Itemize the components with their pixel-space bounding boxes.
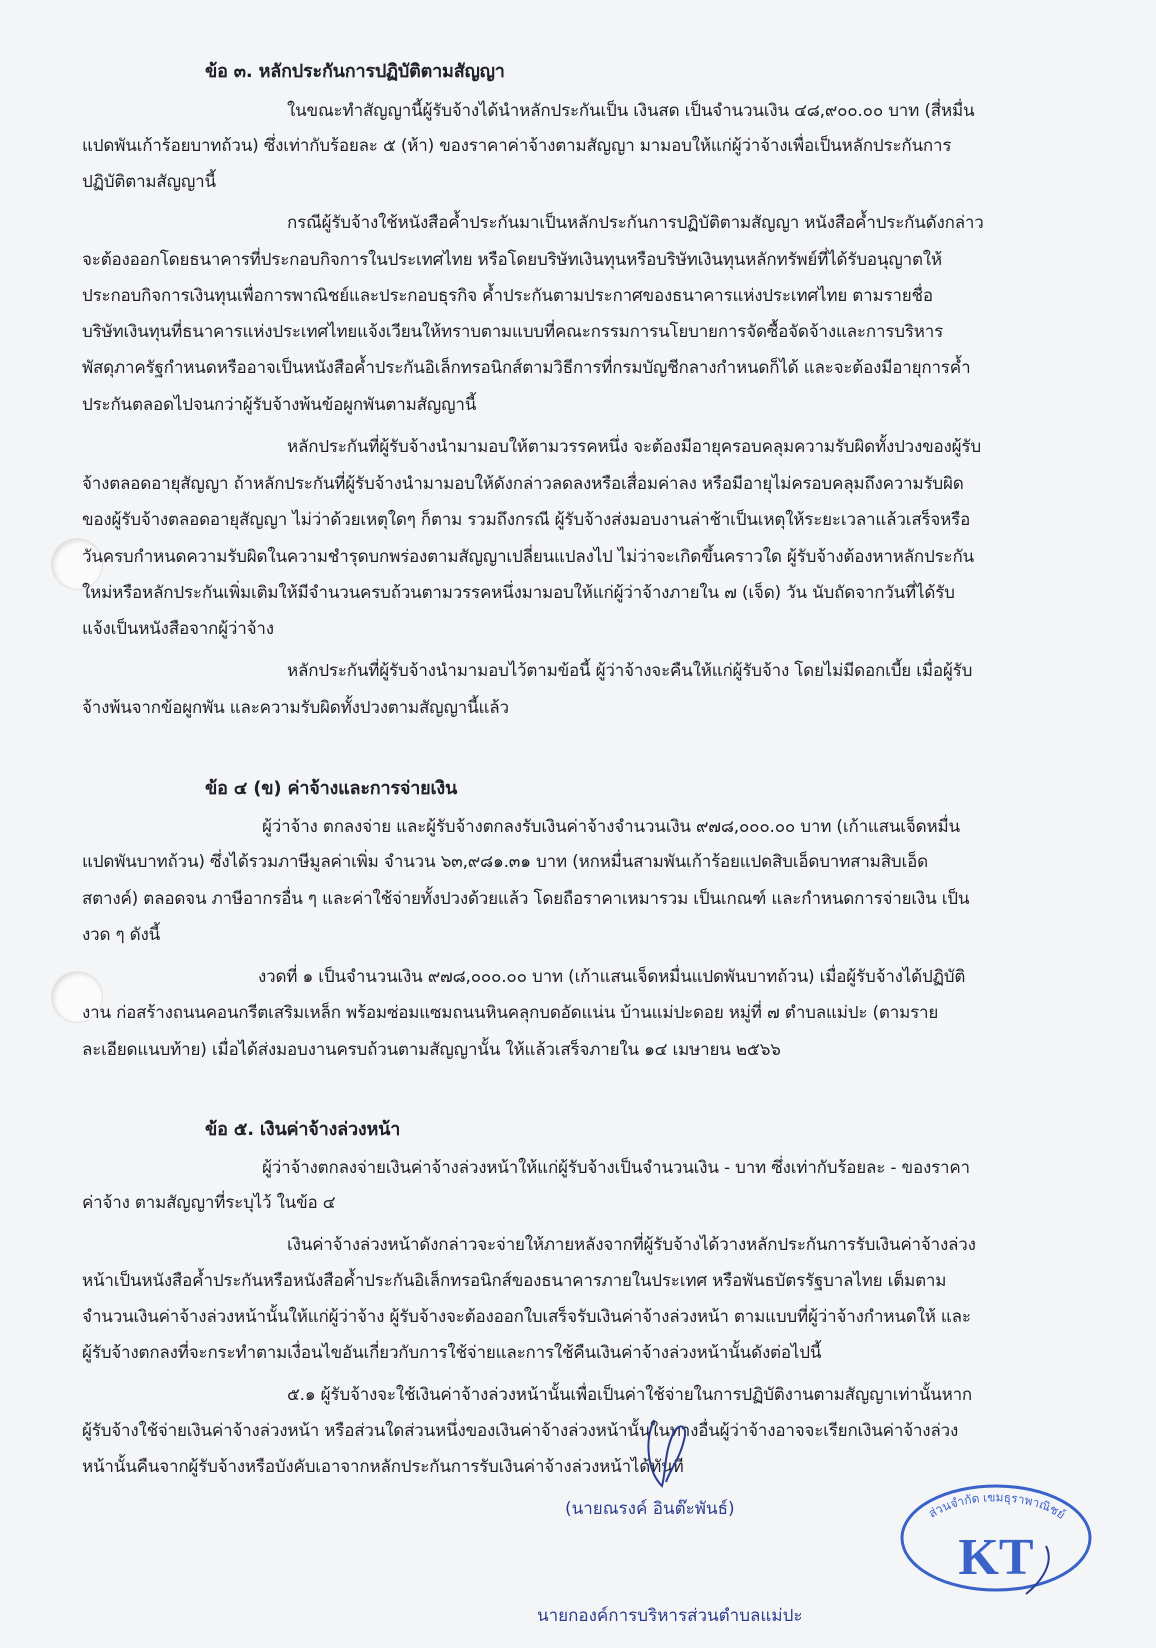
clause-5-line: หน้านั้นคืนจากผู้รับจ้างหรือบังคับเอาจากหลักประกันการรับเงินค่าจ้างล่วงหน้าได้ทันที bbox=[82, 1457, 684, 1477]
clause-5-line: ๕.๑ ผู้รับจ้างจะใช้เงินค่าจ้างล่วงหน้านั้นเพื่อเป็นค่าใช้จ่ายในการปฏิบัติงานตามสัญญาเท่านั้นหาก bbox=[287, 1385, 973, 1405]
clause-4-line: งวด ๆ ดังนี้ bbox=[82, 925, 160, 945]
clause-3-line: ใหม่หรือหลักประกันเพิ่มเติมให้มีจำนวนครบถ้วนตามวรรคหนึ่งมามอบให้แก่ผู้ว่าจ้างภายใน ๗ (เจ็ด) วัน นับถัดจากวันที่ได้รับ bbox=[82, 583, 955, 603]
clause-5-line: ผู้ว่าจ้างตกลงจ่ายเงินค่าจ้างล่วงหน้าให้แก่ผู้รับจ้างเป็นจำนวนเงิน - บาท ซึ่งเท่ากับร้อยละ - ของราคา bbox=[262, 1158, 970, 1178]
clause-3-heading: ข้อ ๓. หลักประกันการปฏิบัติตามสัญญา bbox=[205, 61, 505, 82]
clause-3-line: แจ้งเป็นหนังสือจากผู้ว่าจ้าง bbox=[82, 619, 274, 639]
clause-5-line: เงินค่าจ้างล่วงหน้าดังกล่าวจะจ่ายให้ภายหลังจากที่ผู้รับจ้างได้วางหลักประกันการรับเงินค่าจ้างล่วง bbox=[287, 1235, 976, 1255]
clause-3-line: บริษัทเงินทุนที่ธนาคารแห่งประเทศไทยแจ้งเวียนให้ทราบตามแบบที่คณะกรรมการนโยบายการจัดซื้อจัดจ้างและการบริหาร bbox=[82, 322, 944, 342]
clause-4-line: งวดที่ ๑ เป็นจำนวนเงิน ๙๗๘,๐๐๐.๐๐ บาท (เก้าแสนเจ็ดหมื่นแปดพันบาทถ้วน) เมื่อผู้รับจ้างได้ปฏิบัติ bbox=[258, 967, 966, 987]
clause-3-line: จ้างพ้นจากข้อผูกพัน และความรับผิดทั้งปวงตามสัญญานี้แล้ว bbox=[82, 698, 509, 718]
clause-4-line: ผู้ว่าจ้าง ตกลงจ่าย และผู้รับจ้างตกลงรับเงินค่าจ้างจำนวนเงิน ๙๗๘,๐๐๐.๐๐ บาท (เก้าแสนเจ็ดหมื่น bbox=[262, 817, 960, 837]
clause-3-line: จ้างตลอดอายุสัญญา ถ้าหลักประกันที่ผู้รับจ้างนำมามอบให้ดังกล่าวลดลงหรือเสื่อมค่าลง หรือมีอายุไม่ครอบคลุมถึงความรับผิด bbox=[82, 474, 964, 494]
stamp-initials: KT bbox=[958, 1529, 1034, 1586]
signature-scribble bbox=[640, 1412, 700, 1492]
clause-3-line: หลักประกันที่ผู้รับจ้างนำมามอบให้ตามวรรคหนึ่ง จะต้องมีอายุครอบคลุมความรับผิดทั้งปวงของผู้รับ bbox=[287, 437, 981, 457]
clause-3-line: วันครบกำหนดความรับผิดในความชำรุดบกพร่องตามสัญญาเปลี่ยนแปลงไป ไม่ว่าจะเกิดขึ้นคราวใด ผู้รับจ้างต้องหาหลักประกัน bbox=[82, 547, 974, 567]
signatory-name: (นายณรงค์ อินต๊ะพันธ์) bbox=[565, 1499, 735, 1519]
signatory-title: นายกองค์การบริหารส่วนตำบลแม่ปะ bbox=[537, 1606, 803, 1626]
clause-4-line: แปดพันบาทถ้วน) ซึ่งได้รวมภาษีมูลค่าเพิ่ม จำนวน ๖๓,๙๘๑.๓๑ บาท (หกหมื่นสามพันเก้าร้อยแปดสิบเอ็ดบาทสามสิบเอ็ด bbox=[82, 852, 928, 872]
clause-4-line: งาน ก่อสร้างถนนคอนกรีตเสริมเหล็ก พร้อมซ่อมแซมถนนหินคลุกบดอัดแน่น บ้านแม่ปะดอย หมู่ที่ ๗ ตำบลแม่ปะ (ตามราย bbox=[82, 1003, 939, 1023]
clause-3-line: หลักประกันที่ผู้รับจ้างนำมามอบไว้ตามข้อนี้ ผู้ว่าจ้างจะคืนให้แก่ผู้รับจ้าง โดยไม่มีดอกเบี้ย เมื่อผู้รับ bbox=[287, 661, 973, 681]
clause-5-heading: ข้อ ๕. เงินค่าจ้างล่วงหน้า bbox=[205, 1119, 401, 1140]
clause-5-line: ผู้รับจ้างตกลงที่จะกระทำตามเงื่อนไขอันเกี่ยวกับการใช้จ่ายและการใช้คืนเงินค่าจ้างล่วงหน้านั้นดังต่อไปนี้ bbox=[82, 1343, 822, 1363]
clause-4-heading: ข้อ ๔ (ข) ค่าจ้างและการจ่ายเงิน bbox=[205, 778, 458, 799]
clause-3-line: กรณีผู้รับจ้างใช้หนังสือค้ำประกันมาเป็นหลักประกันการปฏิบัติตามสัญญา หนังสือค้ำประกันดังกล่าว bbox=[287, 213, 984, 233]
clause-5-line: หน้าเป็นหนังสือค้ำประกันหรือหนังสือค้ำประกันอิเล็กทรอนิกส์ของธนาคารภายในประเทศ หรือพันธบัตรรัฐบาลไทย เต็มตาม bbox=[82, 1271, 947, 1291]
company-stamp bbox=[896, 1476, 1096, 1596]
clause-4-line: สตางค์) ตลอดจน ภาษีอากรอื่น ๆ และค่าใช้จ่ายทั้งปวงด้วยแล้ว โดยถือราคาเหมารวม เป็นเกณฑ์ และกำหนดการจ่ายเงิน เป็น bbox=[82, 889, 970, 909]
clause-3-line: ประกันตลอดไปจนกว่าผู้รับจ้างพ้นข้อผูกพันตามสัญญานี้ bbox=[82, 395, 477, 415]
clause-3-line: ในขณะทำสัญญานี้ผู้รับจ้างได้นำหลักประกันเป็น เงินสด เป็นจำนวนเงิน ๔๘,๙๐๐.๐๐ บาท (สี่หมื่น bbox=[287, 101, 975, 121]
clause-5-line: ค่าจ้าง ตามสัญญาที่ระบุไว้ ในข้อ ๔ bbox=[82, 1193, 336, 1213]
clause-3-line: พัสดุภาครัฐกำหนดหรืออาจเป็นหนังสือค้ำประกันอิเล็กทรอนิกส์ตามวิธีการที่กรมบัญชีกลางกำหนดก็ได้ และจะต้องมีอายุการค้ำ bbox=[82, 358, 971, 378]
stamp-arc-text: ส่วนจำกัด เขมธุราพาณิชย์ bbox=[925, 1490, 1068, 1522]
clause-5-line: จำนวนเงินค่าจ้างล่วงหน้านั้นให้แก่ผู้ว่าจ้าง ผู้รับจ้างจะต้องออกใบเสร็จรับเงินค่าจ้างล่วงหน้า ตามแบบที่ผู้ว่าจ้างกำหนดให้ และ bbox=[82, 1307, 971, 1327]
clause-3-line: ของผู้รับจ้างตลอดอายุสัญญา ไม่ว่าด้วยเหตุใดๆ ก็ตาม รวมถึงกรณี ผู้รับจ้างส่งมอบงานล่าช้าเป็นเหตุให้ระยะเวลาแล้วเสร็จหรือ bbox=[82, 510, 971, 530]
clause-3-line: ปฏิบัติตามสัญญานี้ bbox=[82, 172, 216, 192]
clause-3-line: จะต้องออกโดยธนาคารที่ประกอบกิจการในประเทศไทย หรือโดยบริษัทเงินทุนหรือบริษัทเงินทุนหลักทรัพย์ที่ได้รับอนุญาตให้ bbox=[82, 250, 942, 270]
clause-5-line: ผู้รับจ้างใช้จ่ายเงินค่าจ้างล่วงหน้า หรือส่วนใดส่วนหนึ่งของเงินค่าจ้างล่วงหน้านั้นในทางอื่นผู้ว่าจ้างอาจจะเรียกเงินค่าจ้างล่วง bbox=[82, 1421, 959, 1441]
clause-3-line: แปดพันเก้าร้อยบาทถ้วน) ซึ่งเท่ากับร้อยละ ๕ (ห้า) ของราคาค่าจ้างตามสัญญา มามอบให้แก่ผู้ว่าจ้างเพื่อเป็นหลักประกันการ bbox=[82, 136, 952, 156]
clause-4-line: ละเอียดแนบท้าย) เมื่อได้ส่งมอบงานครบถ้วนตามสัญญานั้น ให้แล้วเสร็จภายใน ๑๔ เมษายน ๒๕๖๖ bbox=[82, 1040, 781, 1060]
clause-3-line: ประกอบกิจการเงินทุนเพื่อการพาณิชย์และประกอบธุรกิจ ค้ำประกันตามประกาศของธนาคารแห่งประเทศไทย ตามรายชื่อ bbox=[82, 286, 933, 306]
